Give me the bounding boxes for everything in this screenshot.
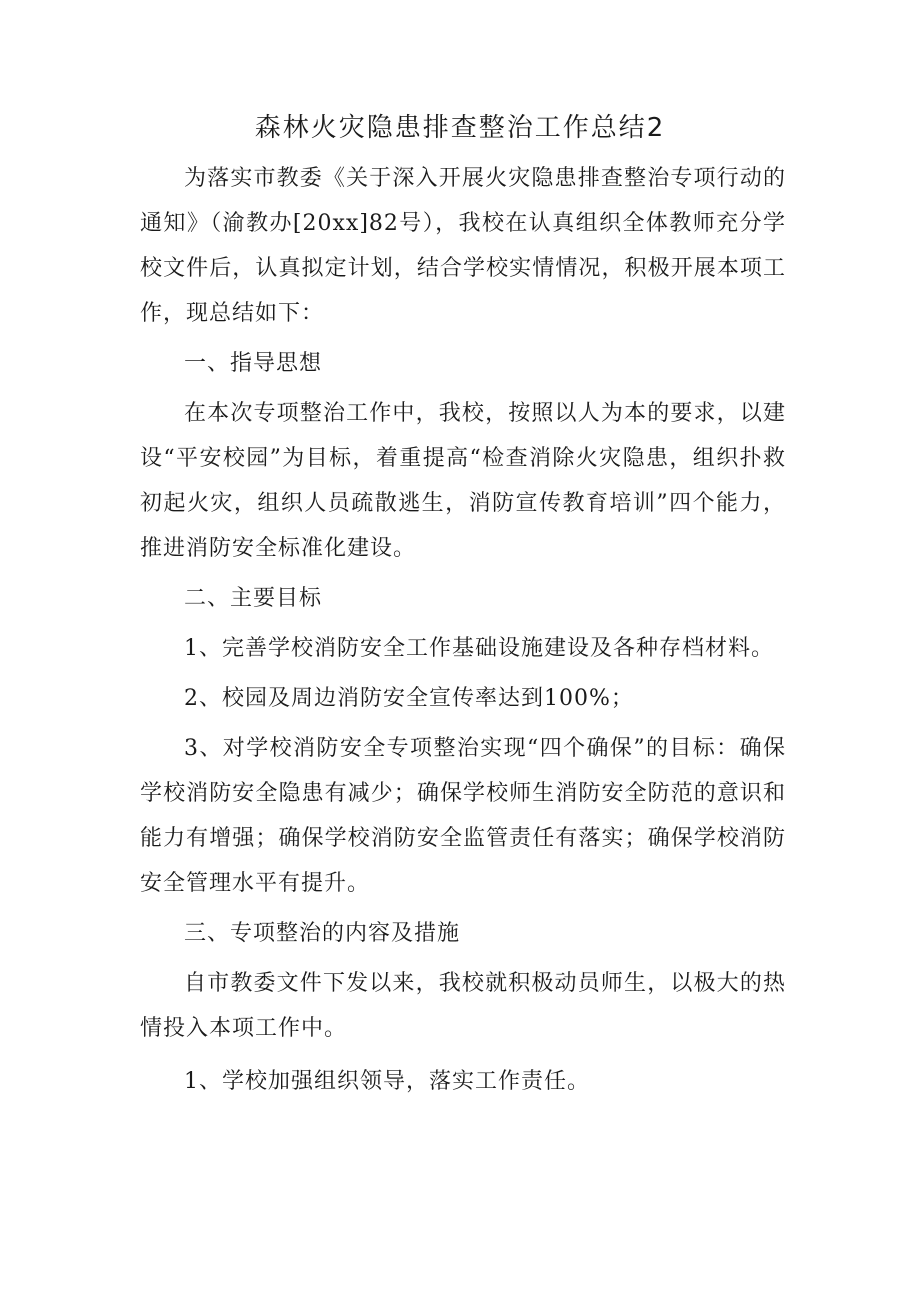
paragraph-goal-2: 2、校园及周边消防安全宣传率达到100%； — [184, 686, 634, 711]
paragraph-goal-3: 3、对学校消防安全专项整治实现“四个确保”的目标：确保学校消防安全隐患有减少；确保学校师生消防安全防范的意识和能力有增强；确保学校消防安全监管责任有落实；确保学校消防安全管理水平有提升。 — [140, 736, 786, 896]
section-heading-content-measures: 三、专项整治的内容及措施 — [184, 921, 461, 946]
paragraph-goal-1: 1、完善学校消防安全工作基础设施建设及各种存档材料。 — [184, 636, 774, 661]
section-heading-main-goals: 二、主要目标 — [184, 586, 323, 611]
document-title: 森林火灾隐患排查整治工作总结2 — [254, 113, 666, 143]
paragraph-measure-1: 1、学校加强组织领导，落实工作责任。 — [184, 1069, 590, 1094]
document-body — [140, 156, 786, 1104]
paragraph-guiding-ideology: 在本次专项整治工作中，我校，按照以人为本的要求，以建设“平安校园”为目标，着重提高“检查消除火灾隐患，组织扑救初起火灾，组织人员疏散逃生，消防宣传教育培训”四个能力，推进消防安全标准化建设。 — [140, 401, 786, 561]
paragraph-intro: 为落实市教委《关于深入开展火灾隐患排查整治专项行动的通知》（渝教办[20xx]82号），我校在认真组织全体教师充分学校文件后，认真拟定计划，结合学校实情情况，积极开展本项工作，现总结如下： — [140, 166, 786, 326]
section-heading-guiding-ideology: 一、指导思想 — [184, 351, 323, 376]
paragraph-measures-intro: 自市教委文件下发以来，我校就积极动员师生，以极大的热情投入本项工作中。 — [140, 971, 786, 1041]
